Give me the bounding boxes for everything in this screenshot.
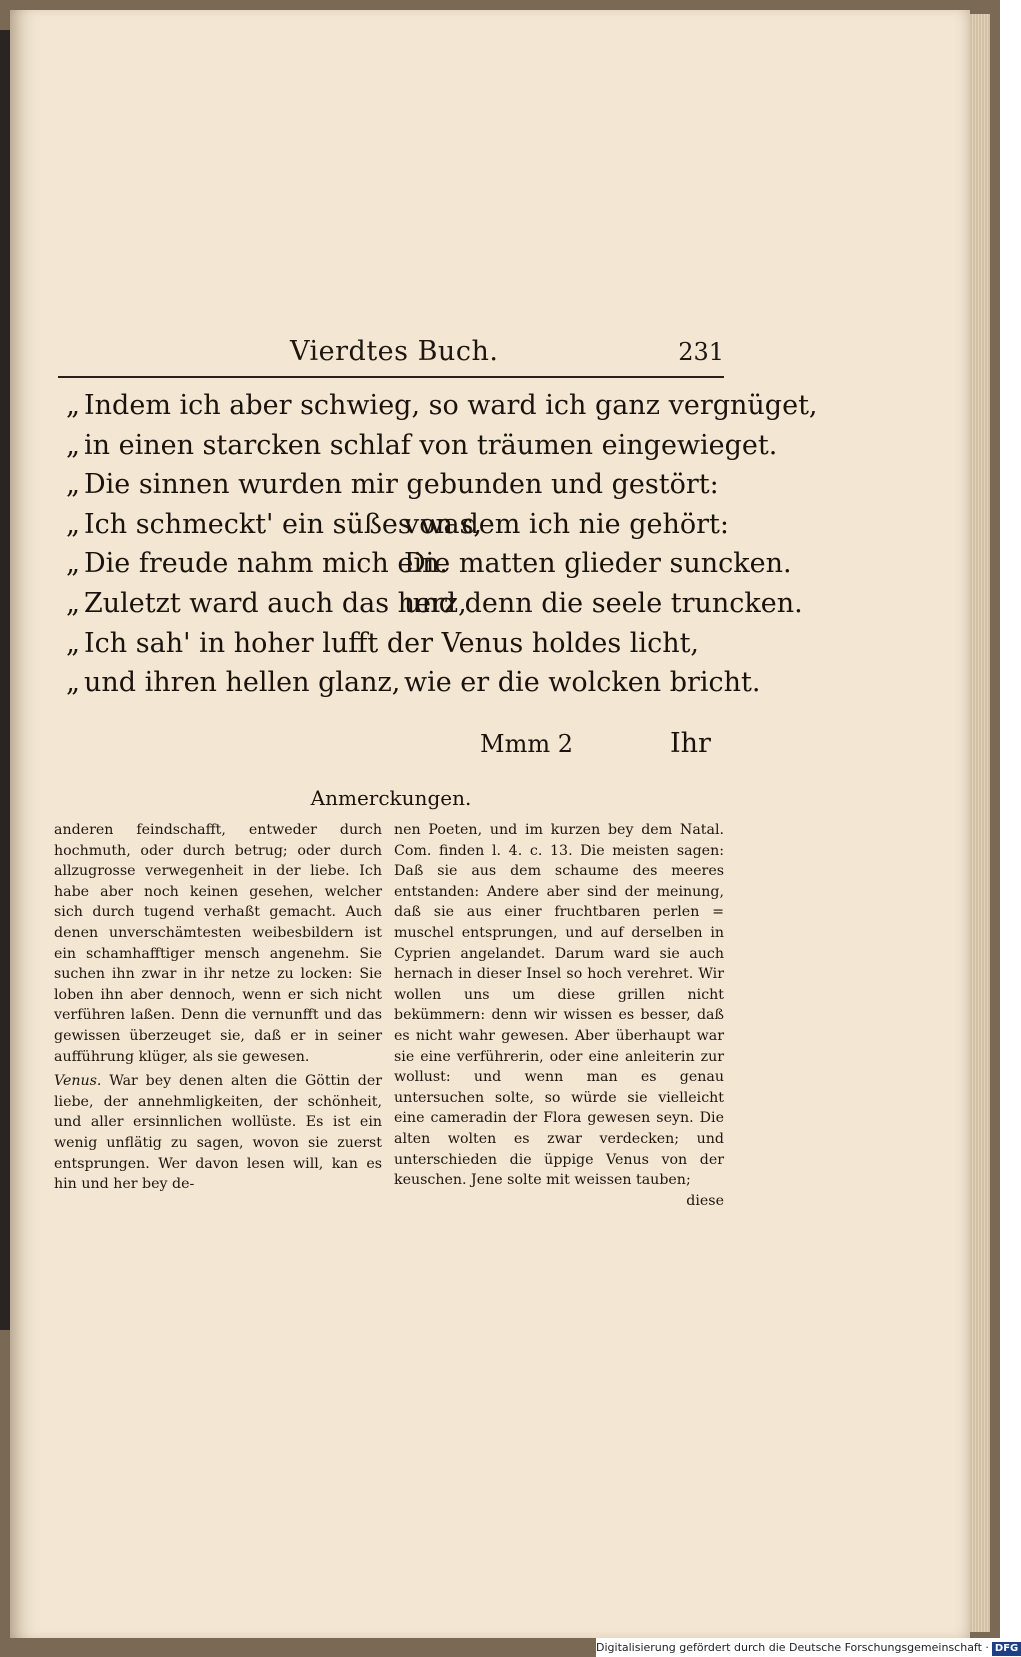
poem-line-second-half: von dem ich nie gehört: [404, 508, 730, 540]
note-paragraph [54, 1071, 382, 1195]
dfg-logo: DFG [992, 1642, 1021, 1656]
note-text: War bey denen alten die Göttin der liebe, der annehmligkeiten, der schönheit, und aller ersinnlichen wollüste. Es ist ein wenig unflätig zu sagen, wovon sie zuerst entsprungen. Wer davon lesen will, kan es hin und her bey de- [54, 1073, 382, 1193]
page-number: 231 [678, 338, 724, 366]
digitization-footer [596, 1638, 1019, 1657]
poem-block [66, 386, 818, 703]
poem-line [66, 624, 726, 664]
notes-column-right [394, 820, 724, 1211]
quote-mark: „ [66, 548, 80, 580]
notes-column-left [54, 820, 382, 1195]
poem-line [66, 544, 792, 584]
poem-line-text: Die sinnen wurden mir gebunden und gestört: [84, 469, 719, 501]
poem-line [66, 426, 778, 466]
poem-line-text: Die freude nahm mich ein. [84, 548, 448, 580]
poem-line-second-half: wie er die wolcken bricht. [404, 667, 761, 699]
poem-line-second-half: Die matten glieder suncken. [404, 548, 792, 580]
poem-line [66, 386, 818, 426]
notes-title-text: Anmerckungen. [310, 786, 472, 810]
quote-mark: „ [66, 667, 80, 699]
book-page [10, 10, 970, 1638]
column-catchword: diese [686, 1192, 724, 1209]
poem-line-text: in einen starcken schlaf von träumen eingewieget. [84, 429, 778, 461]
poem-line-second-half: und denn die seele truncken. [404, 587, 803, 619]
poem-line [66, 663, 761, 703]
notes-title [10, 786, 772, 810]
note-paragraph: nen Poeten, und im kurzen bey dem Natal. Com. finden l. 4. c. 13. Die meisten sagen: Daß sie aus dem schaume des meeres entstanden: Andere aber sind der meinung, daß sie aus einer fruchtbaren perlen = muschel entsprungen, und auf derselben in Cyprien angelandet. Darum ward sie auch hernach in dieser Insel so hoch verehret. Wir wollen uns um diese grillen nicht bekümmern: denn wir wissen es besser, daß es nicht wahr gewesen. Aber überhaupt war sie eine verführerin, oder eine anleiterin zur wollust: und wenn man es genau untersuchen solte, so würde sie vielleicht eine cameradin der Flora gewesen seyn. Die alten wolten es zwar verdecken; und unterschieden die üppige Venus von der keuschen. Jene solte mit weissen tauben; [394, 822, 724, 1189]
footer-text: Digitalisierung gefördert durch die Deutsche Forschungsgemeinschaft · [596, 1641, 989, 1654]
quote-mark: „ [66, 429, 80, 461]
poem-line-text: und ihren hellen glanz, [84, 667, 401, 699]
poem-line [66, 584, 803, 624]
header-rule [58, 376, 724, 378]
running-title: Vierdtes Buch. [290, 336, 499, 367]
quote-mark: „ [66, 627, 80, 659]
note-paragraph: anderen feindschafft, entweder durch hochmuth, oder durch betrug; oder durch allzugrosse verwegenheit in der liebe. Ich habe aber noch keinen gesehen, welcher sich durch tugend verhaßt gemacht. Auch denen unverschämtesten weibesbildern ist ein schamhafftiger mensch angenehm. Sie suchen ihn zwar in ihr netze zu locken: Sie loben ihn aber dennoch, wenn er sich nicht verführen laßen. Denn die vernunfft und das gewissen überzeuget sie, daß er in seiner aufführung klüger, als sie gewesen. [54, 822, 382, 1065]
page-edges [968, 14, 990, 1632]
poem-line-text: Ich schmeckt' ein süßes was, [84, 508, 482, 540]
running-header [58, 336, 724, 376]
poem-line [66, 465, 726, 505]
note-lemma: Venus. [54, 1073, 102, 1090]
poem-line-text: Zuletzt ward auch das herz, [84, 587, 467, 619]
signature-mark: Mmm 2 [480, 730, 573, 758]
catchword: Ihr [670, 728, 711, 759]
quote-mark: „ [66, 469, 80, 501]
quote-mark: „ [66, 587, 80, 619]
poem-line-text: Indem ich aber schwieg, so ward ich ganz vergnüget, [84, 390, 818, 421]
quote-mark: „ [66, 390, 80, 421]
quote-mark: „ [66, 508, 80, 540]
poem-line [66, 505, 730, 545]
poem-line-text: Ich sah' in hoher lufft der Venus holdes licht, [84, 627, 700, 659]
